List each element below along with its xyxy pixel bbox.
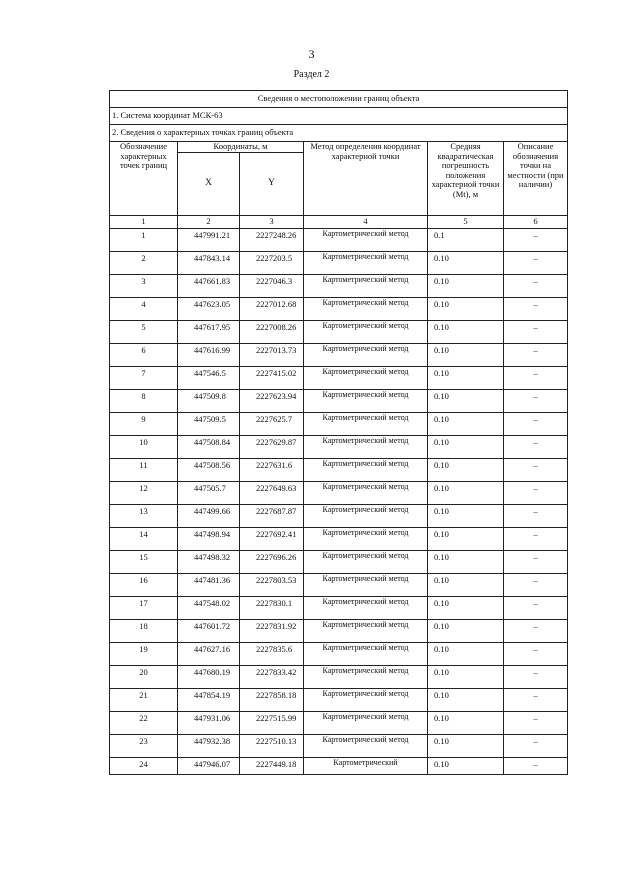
table-row (110, 412, 568, 435)
table-row (110, 550, 568, 573)
error-value: 0.10 (428, 458, 504, 481)
coord-y: 2227510.13 (240, 734, 304, 757)
header-y: Y (240, 152, 304, 215)
point-number: 10 (110, 435, 178, 458)
error-value: 0.10 (428, 481, 504, 504)
description: – (504, 665, 568, 688)
point-number: 21 (110, 688, 178, 711)
table-row (110, 688, 568, 711)
point-number: 3 (110, 274, 178, 297)
table-row (110, 734, 568, 757)
coord-x: 447498.94 (178, 527, 240, 550)
table-row (110, 481, 568, 504)
coord-y: 2227203.5 (240, 251, 304, 274)
coord-x: 447509.5 (178, 412, 240, 435)
coord-y: 2227013.73 (240, 343, 304, 366)
coord-x: 447505.7 (178, 481, 240, 504)
point-number: 12 (110, 481, 178, 504)
column-number-row (110, 215, 568, 228)
method: Картометрический метод (304, 320, 428, 343)
coord-y: 2227696.26 (240, 550, 304, 573)
error-value: 0.10 (428, 412, 504, 435)
point-number: 19 (110, 642, 178, 665)
description: – (504, 757, 568, 774)
error-value: 0.10 (428, 596, 504, 619)
method: Картометрический метод (304, 366, 428, 389)
point-number: 24 (110, 757, 178, 774)
coord-x: 447481.36 (178, 573, 240, 596)
coord-y: 2227687.87 (240, 504, 304, 527)
point-number: 5 (110, 320, 178, 343)
description: – (504, 389, 568, 412)
error-value: 0.10 (428, 573, 504, 596)
point-number: 23 (110, 734, 178, 757)
method: Картометрический метод (304, 642, 428, 665)
method: Картометрический метод (304, 297, 428, 320)
table-row (110, 320, 568, 343)
error-value: 0.10 (428, 757, 504, 774)
point-number: 11 (110, 458, 178, 481)
table-row (110, 297, 568, 320)
boundary-table (109, 90, 568, 775)
method: Картометрический метод (304, 274, 428, 297)
error-value: 0.1 (428, 228, 504, 251)
description: – (504, 320, 568, 343)
coord-y: 2227631.6 (240, 458, 304, 481)
description: – (504, 642, 568, 665)
point-number: 16 (110, 573, 178, 596)
coord-y: 2227858.18 (240, 688, 304, 711)
coord-x: 447546.5 (178, 366, 240, 389)
error-value: 0.10 (428, 504, 504, 527)
table-row (110, 228, 568, 251)
header-error: Средняя квадратическая погрешность положения характерной точки (Mt), м (428, 142, 504, 216)
coord-x: 447616.99 (178, 343, 240, 366)
method: Картометрический метод (304, 688, 428, 711)
error-value: 0.10 (428, 343, 504, 366)
description: – (504, 619, 568, 642)
table-row (110, 596, 568, 619)
description: – (504, 504, 568, 527)
coord-x: 447617.95 (178, 320, 240, 343)
method: Картометрический метод (304, 228, 428, 251)
column-number: 6 (504, 215, 568, 228)
coord-y: 2227625.7 (240, 412, 304, 435)
table-row (110, 274, 568, 297)
description: – (504, 711, 568, 734)
coord-y: 2227248.26 (240, 228, 304, 251)
coord-x: 447843.14 (178, 251, 240, 274)
coord-x: 447991.21 (178, 228, 240, 251)
table-row (110, 573, 568, 596)
table-row (110, 619, 568, 642)
table-title: Сведения о местоположении границ объекта (110, 91, 568, 108)
table-row (110, 251, 568, 274)
coord-y: 2227835.6 (240, 642, 304, 665)
point-number: 2 (110, 251, 178, 274)
description: – (504, 251, 568, 274)
header-method: Метод определения координат характерной точки (304, 142, 428, 216)
point-number: 4 (110, 297, 178, 320)
error-value: 0.10 (428, 366, 504, 389)
coord-y: 2227692.41 (240, 527, 304, 550)
description: – (504, 297, 568, 320)
coord-y: 2227629.87 (240, 435, 304, 458)
point-number: 1 (110, 228, 178, 251)
error-value: 0.10 (428, 734, 504, 757)
coord-x: 447931.06 (178, 711, 240, 734)
method: Картометрический метод (304, 711, 428, 734)
page-number: 3 (308, 47, 315, 61)
header-coordinates: Координаты, м (178, 142, 304, 153)
error-value: 0.10 (428, 688, 504, 711)
coord-x: 447932.38 (178, 734, 240, 757)
method: Картометрический метод (304, 550, 428, 573)
method: Картометрический метод (304, 665, 428, 688)
table-row (110, 435, 568, 458)
coord-system: 1. Система координат МСК-63 (110, 108, 568, 125)
table-row (110, 527, 568, 550)
method: Картометрический метод (304, 435, 428, 458)
point-number: 13 (110, 504, 178, 527)
description: – (504, 412, 568, 435)
error-value: 0.10 (428, 550, 504, 573)
method: Картометрический метод (304, 343, 428, 366)
description: – (504, 343, 568, 366)
column-number: 2 (178, 215, 240, 228)
coord-x: 447499.66 (178, 504, 240, 527)
header-row (110, 142, 568, 153)
coord-x: 447680.19 (178, 665, 240, 688)
description: – (504, 274, 568, 297)
method: Картометрический метод (304, 527, 428, 550)
table-row (110, 366, 568, 389)
method: Картометрический метод (304, 573, 428, 596)
description: – (504, 228, 568, 251)
description: – (504, 550, 568, 573)
coord-x: 447509.8 (178, 389, 240, 412)
error-value: 0.10 (428, 389, 504, 412)
coord-x: 447627.16 (178, 642, 240, 665)
column-number: 3 (240, 215, 304, 228)
coord-y: 2227623.94 (240, 389, 304, 412)
coord-x: 447498.32 (178, 550, 240, 573)
coord-x: 447601.72 (178, 619, 240, 642)
error-value: 0.10 (428, 642, 504, 665)
coord-y: 2227449.18 (240, 757, 304, 774)
coord-y: 2227008.26 (240, 320, 304, 343)
point-number: 6 (110, 343, 178, 366)
point-number: 8 (110, 389, 178, 412)
points-heading-row (110, 125, 568, 142)
coord-x: 447623.05 (178, 297, 240, 320)
point-number: 15 (110, 550, 178, 573)
point-number: 20 (110, 665, 178, 688)
point-number: 7 (110, 366, 178, 389)
method: Картометрический (304, 757, 428, 774)
description: – (504, 366, 568, 389)
coord-y: 2227833.42 (240, 665, 304, 688)
point-number: 18 (110, 619, 178, 642)
method: Картометрический метод (304, 458, 428, 481)
error-value: 0.10 (428, 711, 504, 734)
column-number: 5 (428, 215, 504, 228)
description: – (504, 688, 568, 711)
error-value: 0.10 (428, 320, 504, 343)
coord-x: 447508.84 (178, 435, 240, 458)
method: Картометрический метод (304, 596, 428, 619)
error-value: 0.10 (428, 297, 504, 320)
header-point-designation: Обозначение характерных точек границ (110, 142, 178, 216)
header-x: X (178, 152, 240, 215)
table-row (110, 458, 568, 481)
header-description: Описание обозначения точки на местности (при наличии) (504, 142, 568, 216)
description: – (504, 596, 568, 619)
method: Картометрический метод (304, 251, 428, 274)
table-row (110, 504, 568, 527)
coord-y: 2227012.68 (240, 297, 304, 320)
point-number: 9 (110, 412, 178, 435)
description: – (504, 481, 568, 504)
method: Картометрический метод (304, 481, 428, 504)
column-number: 4 (304, 215, 428, 228)
coord-x: 447946.07 (178, 757, 240, 774)
description: – (504, 734, 568, 757)
error-value: 0.10 (428, 665, 504, 688)
point-number: 17 (110, 596, 178, 619)
coord-x: 447548.02 (178, 596, 240, 619)
table-row (110, 757, 568, 774)
error-value: 0.10 (428, 619, 504, 642)
coord-x: 447661.83 (178, 274, 240, 297)
description: – (504, 527, 568, 550)
error-value: 0.10 (428, 274, 504, 297)
coord-y: 2227515.99 (240, 711, 304, 734)
coord-y: 2227046.3 (240, 274, 304, 297)
coord-x: 447854.19 (178, 688, 240, 711)
points-heading: 2. Сведения о характерных точках границ объекта (110, 125, 568, 142)
coord-x: 447508.56 (178, 458, 240, 481)
point-number: 22 (110, 711, 178, 734)
coord-y: 2227649.63 (240, 481, 304, 504)
method: Картометрический метод (304, 504, 428, 527)
method: Картометрический метод (304, 389, 428, 412)
table-row (110, 642, 568, 665)
point-number: 14 (110, 527, 178, 550)
description: – (504, 435, 568, 458)
column-number: 1 (110, 215, 178, 228)
error-value: 0.10 (428, 527, 504, 550)
table-row (110, 389, 568, 412)
method: Картометрический метод (304, 412, 428, 435)
coord-y: 2227415.02 (240, 366, 304, 389)
description: – (504, 573, 568, 596)
error-value: 0.10 (428, 435, 504, 458)
coord-y: 2227830.1 (240, 596, 304, 619)
method: Картометрический метод (304, 734, 428, 757)
method: Картометрический метод (304, 619, 428, 642)
table-row (110, 343, 568, 366)
table-title-row (110, 91, 568, 108)
error-value: 0.10 (428, 251, 504, 274)
coord-y: 2227803.53 (240, 573, 304, 596)
section-title: Раздел 2 (293, 69, 330, 80)
table-row (110, 665, 568, 688)
coord-y: 2227831.92 (240, 619, 304, 642)
coord-system-row (110, 108, 568, 125)
table-row (110, 711, 568, 734)
description: – (504, 458, 568, 481)
